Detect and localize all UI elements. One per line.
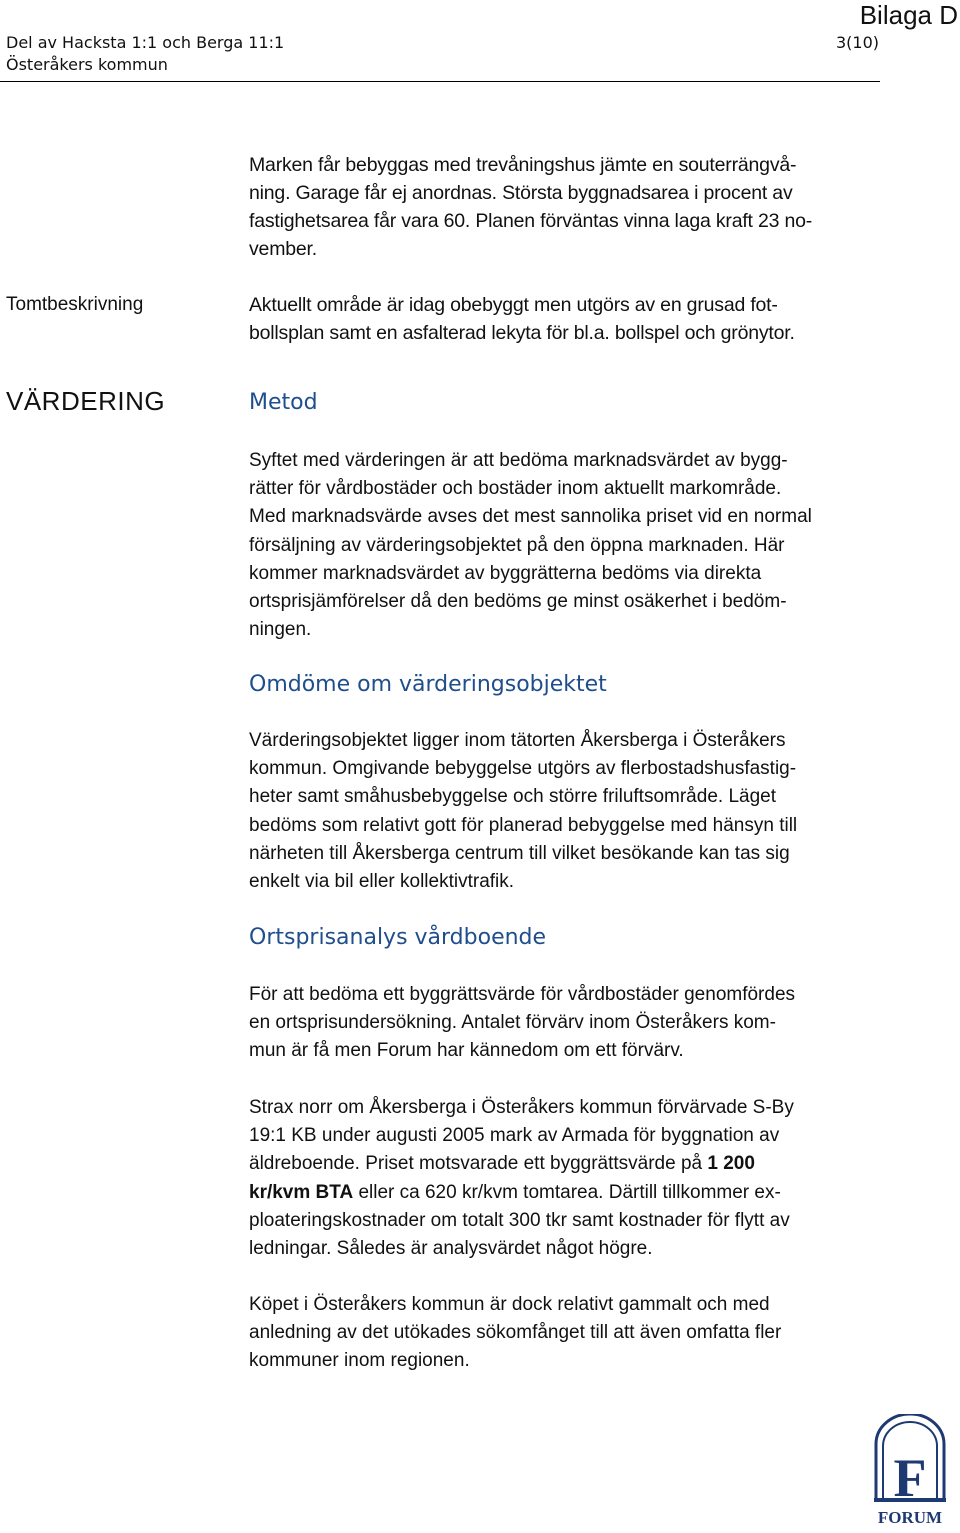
metod-paragraph [249,447,909,644]
text-line: fastighetsarea får vara 60. Planen förväntas vinna laga kraft 23 no- [249,210,813,232]
text-line: kommer marknadsvärdet av byggrätterna bedöms via direkta [249,562,762,584]
text-line: För att bedöma ett byggrättsvärde för vårdbostäder genomfördes [249,984,796,1005]
attachment-label: Bilaga D [859,0,958,30]
omdome-paragraph [249,727,909,896]
text-line: kommun. Omgivande bebyggelse utgörs av flerbostadshusfastig- [249,758,797,780]
text-line: ning. Garage får ej anordnas. Största byggnadsarea i procent av [249,182,793,204]
text-line: försäljning av värderingsobjektet på den öppna marknaden. Här [249,534,785,556]
text-line: enkelt via bil eller kollektivtrafik. [249,871,515,893]
price-value: 1 200 [707,1153,755,1175]
price-unit: kr/kvm BTA [249,1181,354,1203]
text-line: ledningar. Således är analysvärdet något högre. [249,1238,653,1260]
heading-omdome: Omdöme om värderingsobjektet [249,672,607,697]
text-line: ortsprisjämförelser då den bedöms ge minst osäkerhet i bedöm- [249,591,787,613]
section-label-vardering: VÄRDERING [6,386,166,416]
page-number: 3(10) [836,33,880,52]
heading-ortsprisanalys: Ortsprisanalys vårdboende [249,925,547,950]
text-line: 19:1 KB under augusti 2005 mark av Armada för byggnation av [249,1125,780,1147]
text-line: heter samt småhusbebyggelse och större friluftsområde. Läget [249,786,776,808]
side-label-tomtbeskrivning: Tomtbeskrivning [6,294,144,315]
text-line: Marken får bebyggas med trevåningshus jämte en souterrängvå- [249,154,797,176]
text-line [249,1150,909,1178]
text-line: Köpet i Österåkers kommun är dock relativt gammalt och med [249,1294,770,1315]
tomt-paragraph [249,291,889,347]
text-line: mun är få men Forum har kännedom om ett förvärv. [249,1040,684,1062]
intro-paragraph [249,151,889,263]
text-run: eller ca 620 kr/kvm tomtarea. Därtill tillkommer ex- [353,1181,781,1203]
logo-letter: F [893,1448,927,1508]
text-line: Syftet med värderingen är att bedöma marknadsvärdet av bygg- [249,450,788,471]
text-line: en ortsprisundersökning. Antalet förvärv inom Österåkers kom- [249,1012,776,1034]
text-line: rätter för vårdbostäder och bostäder inom aktuellt markområde. [249,478,782,500]
text-line: anledning av det utökades sökomfånget till att även omfatta fler [249,1322,782,1344]
heading-metod: Metod [249,390,318,415]
logo-wordmark: FORUM [877,1508,943,1527]
text-run: äldreboende. Priset motsvarade ett byggrättsvärde på [249,1153,708,1175]
text-line: kommuner inom regionen. [249,1350,470,1372]
text-line: bedöms som relativt gott för planerad bebyggelse med hänsyn till [249,814,798,836]
ortspris-paragraph-2 [249,1094,909,1263]
text-line [249,1179,909,1207]
forum-logo [872,1414,948,1528]
text-line: Strax norr om Åkersberga i Österåkers kommun förvärvade S-By [249,1097,794,1118]
text-line: ningen. [249,619,312,641]
text-line: Med marknadsvärde avses det mest sannolika priset vid en normal [249,506,812,528]
header-divider [0,81,880,82]
ortspris-paragraph-1 [249,981,909,1066]
text-line: vember. [249,238,317,260]
text-line: Aktuellt område är idag obebyggt men utgörs av en grusad fot- [249,294,778,316]
ortspris-paragraph-3 [249,1291,909,1376]
text-line: närheten till Åkersberga centrum till vilket besökande kan tas sig [249,842,790,864]
text-line: Värderingsobjektet ligger inom tätorten Åkersberga i Österåkers [249,730,786,751]
text-line: ploateringskostnader om totalt 300 tkr samt kostnader för flytt av [249,1209,790,1231]
text-line: bollsplan samt en asfalterad lekyta för bl.a. bollspel och grönytor. [249,322,795,344]
document-title: Del av Hacksta 1:1 och Berga 11:1 [6,33,285,52]
municipality-name: Österåkers kommun [6,55,168,74]
forum-logo-graphic [872,1414,948,1528]
